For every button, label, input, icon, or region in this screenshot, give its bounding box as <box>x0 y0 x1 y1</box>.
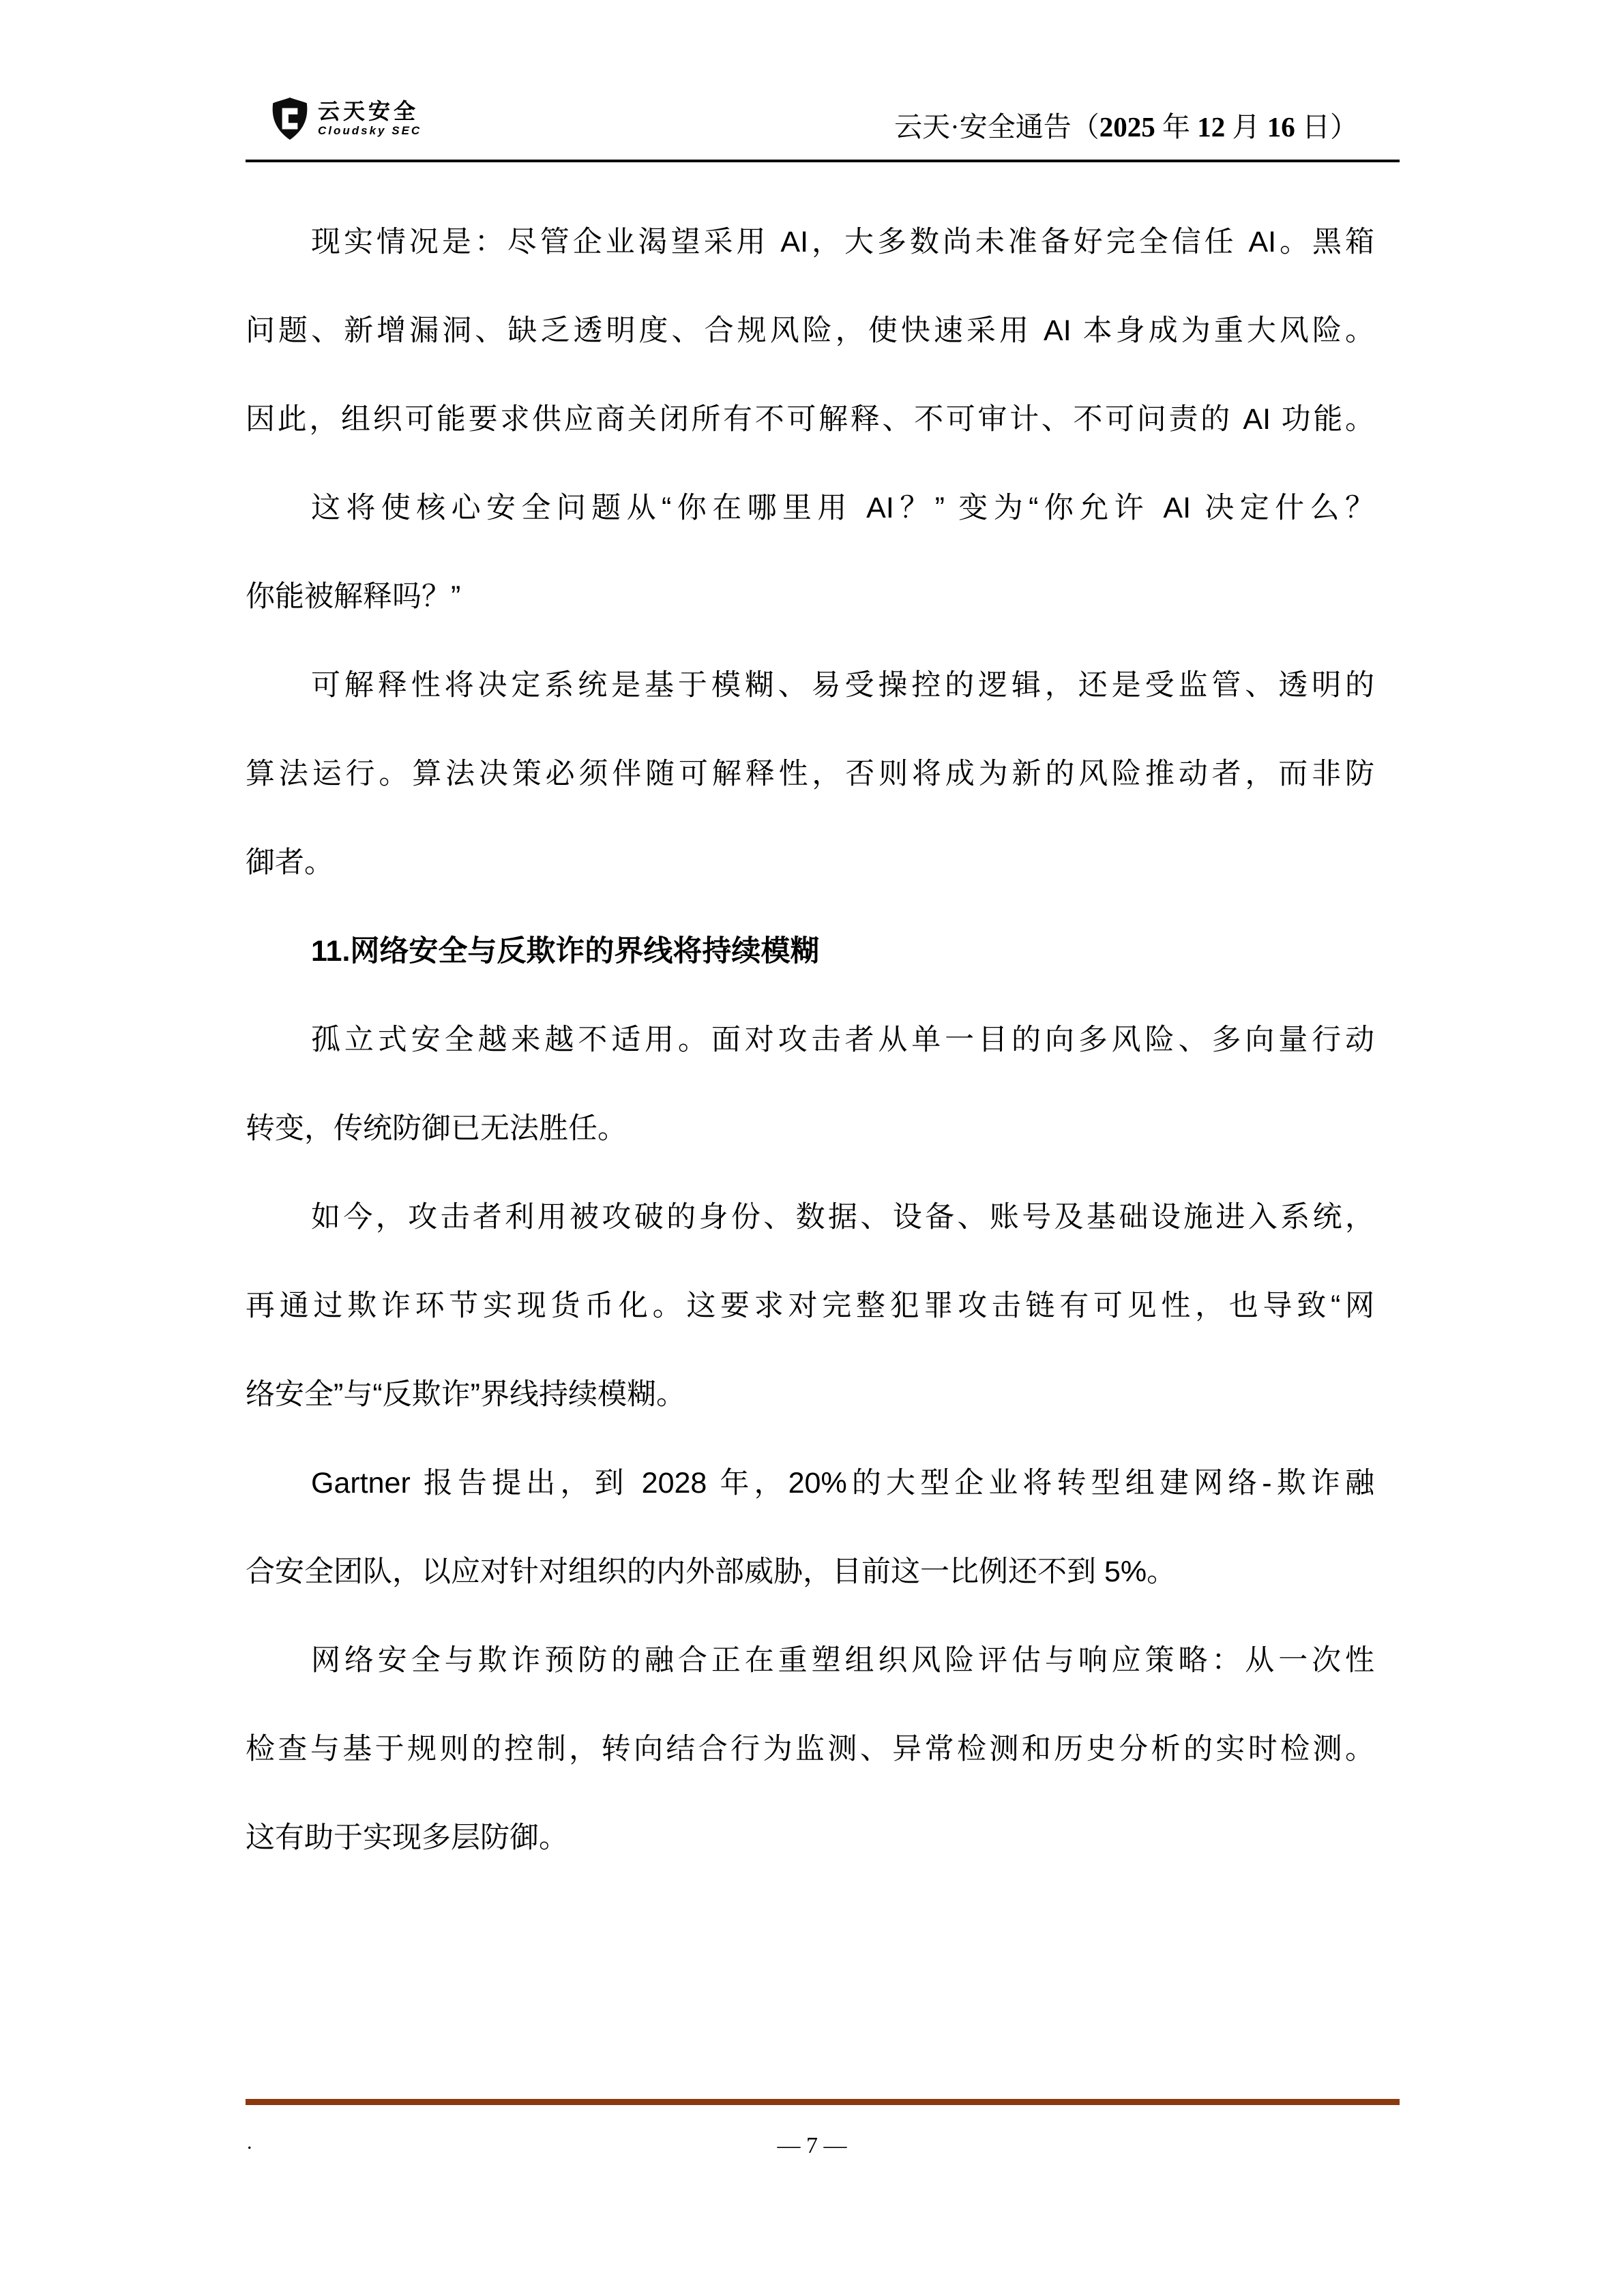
brand-text <box>318 99 422 138</box>
body-line: 网络安全与欺诈预防的融合正在重塑组织风险评估与响应策略：从一次性 <box>311 1644 1374 1677</box>
body-line: 问题、新增漏洞、缺乏透明度、合规风险，使快速采用 AI 本身成为重大风险。 <box>246 314 1374 347</box>
body-line: Gartner 报告提出，到 2028 年，20%的大型企业将转型组建网络-欺诈融 <box>311 1467 1374 1500</box>
header-title-part: 16 <box>1267 111 1295 143</box>
body-line: 转变，传统防御已无法胜任。 <box>246 1112 627 1145</box>
body-line: 算法运行。算法决策必须伴随可解释性，否则将成为新的风险推动者，而非防 <box>246 758 1374 790</box>
body-line: 如今，攻击者利用被攻破的身份、数据、设备、账号及基础设施进入系统， <box>311 1201 1374 1234</box>
header-title-part: 日） <box>1295 111 1358 143</box>
section-heading: 11.网络安全与反欺诈的界线将持续模糊 <box>311 935 820 968</box>
footer-rule <box>246 2099 1400 2105</box>
header-title-part: 年 <box>1155 111 1198 143</box>
footer-left-dot: . <box>247 2131 252 2153</box>
document-body <box>246 198 1374 1882</box>
header-rule <box>246 160 1400 162</box>
body-line: 这有助于实现多层防御。 <box>246 1821 568 1854</box>
body-line: 络安全”与“反欺诈”界线持续模糊。 <box>246 1378 685 1411</box>
header-title-part: 月 <box>1225 111 1267 143</box>
header-title-part: 2025 <box>1099 111 1155 143</box>
body-line: 可解释性将决定系统是基于模糊、易受操控的逻辑，还是受监管、透明的 <box>311 669 1374 702</box>
body-line: 检查与基于规则的控制，转向结合行为监测、异常检测和历史分析的实时检测。 <box>246 1733 1374 1765</box>
page-number: — 7 — <box>777 2133 847 2158</box>
body-line: 你能被解释吗？” <box>246 580 461 613</box>
body-line: 御者。 <box>246 846 334 879</box>
body-line: 孤立式安全越来越不适用。面对攻击者从单一目的向多风险、多向量行动 <box>311 1024 1374 1056</box>
shield-c-icon <box>271 98 308 140</box>
brand-name-cn: 云天安全 <box>318 99 419 123</box>
brand-logo <box>271 98 422 140</box>
header-title <box>894 110 1358 143</box>
header-title-part: 12 <box>1197 111 1226 143</box>
body-line: 现实情况是：尽管企业渴望采用 AI，大多数尚未准备好完全信任 AI。黑箱 <box>311 226 1374 258</box>
body-line: 因此，组织可能要求供应商关闭所有不可解释、不可审计、不可问责的 AI 功能。 <box>246 403 1374 436</box>
brand-name-en: Cloudsky SEC <box>318 124 422 137</box>
body-line: 这将使核心安全问题从“你在哪里用 AI？” 变为“你允许 AI 决定什么？ <box>311 492 1374 524</box>
body-line: 再通过欺诈环节实现货币化。这要求对完整犯罪攻击链有可见性，也导致“网 <box>246 1289 1374 1322</box>
header-title-part: 云天·安全通告（ <box>894 111 1099 143</box>
body-line: 合安全团队，以应对针对组织的内外部威胁，目前这一比例还不到 5%。 <box>246 1555 1177 1588</box>
